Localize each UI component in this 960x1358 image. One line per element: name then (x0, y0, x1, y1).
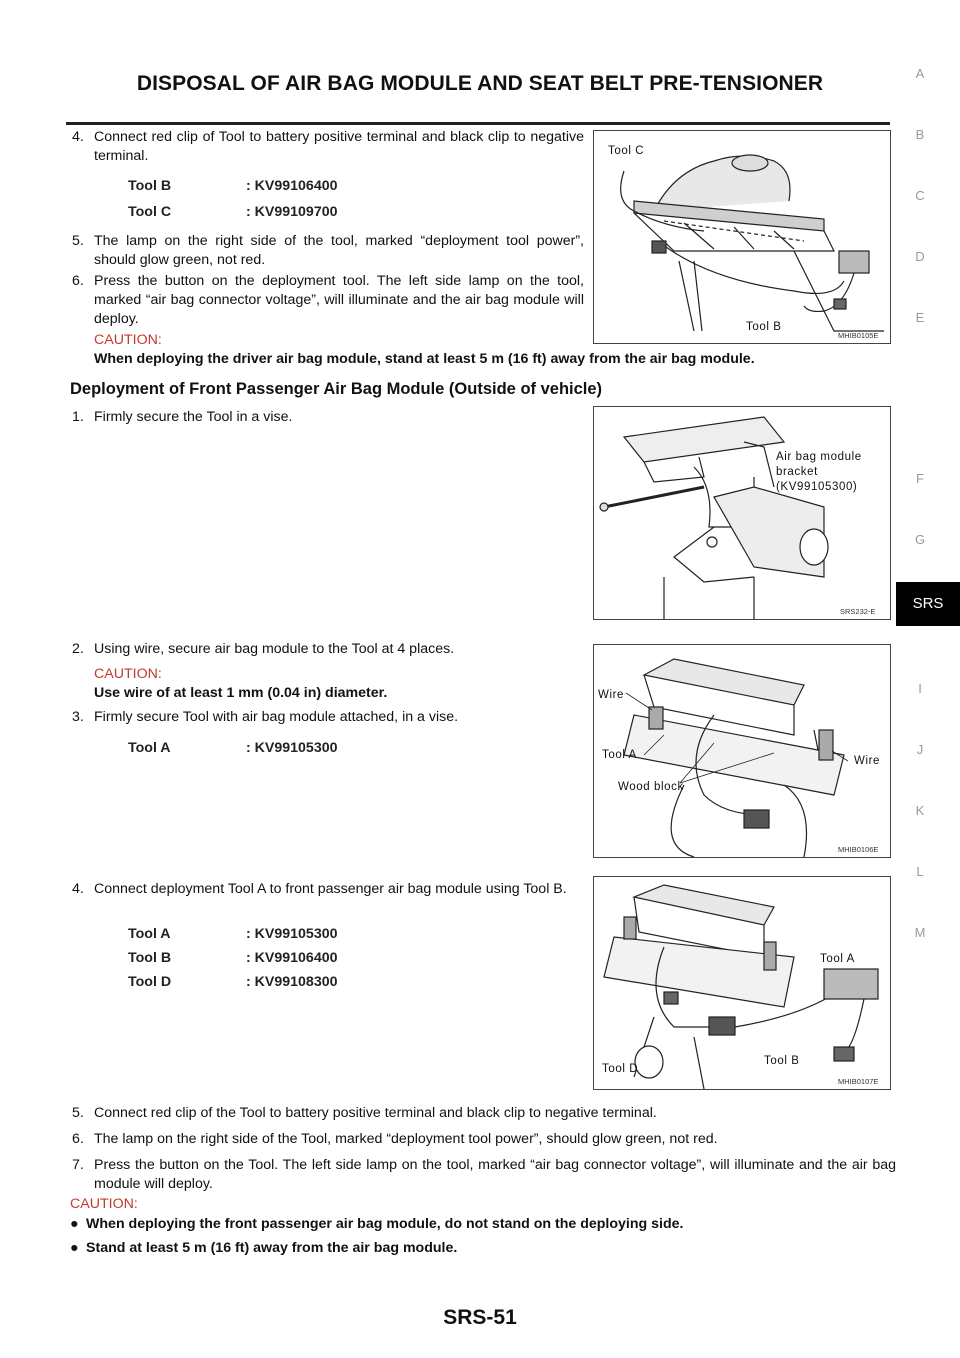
step-number: 6. (72, 1131, 84, 1147)
step-number: 6. (72, 273, 84, 289)
step-text: Connect red clip of the Tool to battery positive terminal and black clip to negative terminal. (94, 1105, 657, 1121)
label-wire-left: Wire (598, 689, 625, 701)
page-title: DISPOSAL OF AIR BAG MODULE AND SEAT BELT PRE-TENSIONER (136, 72, 824, 95)
index-letter-k[interactable]: K (915, 803, 925, 818)
step-text: Firmly secure Tool with air bag module attached, in a vise. (94, 709, 459, 725)
tool-connection-illustration (594, 877, 890, 1089)
tool-name: Tool D (128, 974, 172, 990)
section-index (896, 0, 960, 1358)
tool-name: Tool C (128, 204, 172, 220)
label-bracket: bracket (776, 466, 818, 478)
step-number: 7. (72, 1157, 84, 1173)
step-text: Connect red clip of Tool to battery positive terminal and black clip to negative terminal. (94, 129, 584, 164)
label-tool-a: Tool A (820, 953, 855, 965)
section-heading-passenger-deploy: Deployment of Front Passenger Air Bag Module (Outside of vehicle) (70, 380, 603, 398)
tool-number: : KV99106400 (246, 950, 338, 966)
step-text: Firmly secure the Tool in a vise. (94, 409, 293, 425)
caution-label: CAUTION: (94, 666, 162, 682)
index-tab-srs-active[interactable]: SRS (896, 582, 960, 626)
tool-number: : KV99108300 (246, 974, 338, 990)
label-air-bag-module: Air bag module (776, 451, 862, 463)
tool-number: : KV99105300 (246, 926, 338, 942)
bullet-dot-icon: ● (70, 1240, 79, 1256)
step-text: Press the button on the Tool. The left side lamp on the tool, marked “air bag connector voltage”, will illuminate and the air bag module will deploy. (94, 1157, 896, 1192)
figure-driver-airbag-deployment (593, 130, 891, 344)
label-bracket-part-number: (KV99105300) (776, 481, 858, 493)
tool-name: Tool A (128, 740, 171, 756)
index-letter-l[interactable]: L (916, 864, 924, 879)
driver-airbag-illustration (594, 131, 890, 343)
step-number: 3. (72, 709, 84, 725)
step-text: The lamp on the right side of the tool, marked “deployment tool power”, should glow green, not red. (94, 233, 584, 268)
label-wire-right: Wire (854, 755, 881, 767)
step-text: Using wire, secure air bag module to the Tool at 4 places. (94, 641, 455, 657)
figure-bracket-in-vise (593, 406, 891, 620)
label-tool-b: Tool B (764, 1055, 800, 1067)
step-number: 5. (72, 1105, 84, 1121)
index-letter-g[interactable]: G (914, 532, 926, 547)
tool-name: Tool B (128, 178, 172, 194)
bullet-text: When deploying the front passenger air bag module, do not stand on the deploying side. (86, 1216, 684, 1232)
figure-connect-tool-a-b-d (593, 876, 891, 1090)
bullet-text: Stand at least 5 m (16 ft) away from the air bag module. (86, 1240, 458, 1256)
index-letter-i[interactable]: I (918, 681, 922, 696)
tool-name: Tool B (128, 950, 172, 966)
page-number: SRS-51 (443, 1306, 517, 1329)
index-letter-e[interactable]: E (915, 310, 925, 325)
index-letter-j[interactable]: J (916, 742, 924, 757)
vise-bracket-illustration (594, 407, 890, 619)
step-number: 5. (72, 233, 84, 249)
step-number: 4. (72, 881, 84, 897)
step-number: 1. (72, 409, 84, 425)
index-letter-f-vis[interactable]: F (916, 471, 924, 486)
title-divider (66, 122, 890, 125)
tool-number: : KV99106400 (246, 178, 338, 194)
label-tool-a: Tool A (602, 749, 637, 761)
index-letter-c[interactable]: C (915, 188, 925, 203)
label-tool-c: Tool C (608, 145, 645, 157)
label-wood-block: Wood block (618, 781, 684, 793)
index-letter-b[interactable]: B (915, 127, 925, 142)
tool-number: : KV99105300 (246, 740, 338, 756)
figure-code: MHIB0107E (838, 1077, 879, 1086)
step-text: The lamp on the right side of the Tool, marked “deployment tool power”, should glow green, not red. (94, 1131, 718, 1147)
figure-module-wired-to-tool (593, 644, 891, 858)
figure-code: MHIB0105E (838, 331, 879, 340)
caution-label: CAUTION: (94, 332, 162, 348)
index-letter-a[interactable]: A (915, 66, 925, 81)
bullet-dot-icon: ● (70, 1216, 79, 1232)
module-wire-illustration (594, 645, 890, 857)
caution-text: When deploying the driver air bag module, stand at least 5 m (16 ft) away from the air bag module. (94, 351, 755, 367)
figure-code: SRS232-E (840, 607, 876, 616)
label-tool-b: Tool B (746, 321, 782, 333)
label-tool-d: Tool D (602, 1063, 639, 1075)
index-letter-d[interactable]: D (915, 249, 925, 264)
figure-code: MHIB0106E (838, 845, 879, 854)
step-text: Press the button on the deployment tool. The left side lamp on the tool, marked “air bag connector voltage”, will illuminate and the air bag module will deploy. (94, 273, 584, 327)
index-letter-m[interactable]: M (914, 925, 926, 940)
caution-text: Use wire of at least 1 mm (0.04 in) diameter. (94, 685, 388, 701)
caution-label: CAUTION: (70, 1196, 138, 1212)
step-number: 4. (72, 129, 84, 145)
tool-number: : KV99109700 (246, 204, 338, 220)
step-number: 2. (72, 641, 84, 657)
step-text: Connect deployment Tool A to front passenger air bag module using Tool B. (94, 881, 567, 897)
tool-name: Tool A (128, 926, 171, 942)
